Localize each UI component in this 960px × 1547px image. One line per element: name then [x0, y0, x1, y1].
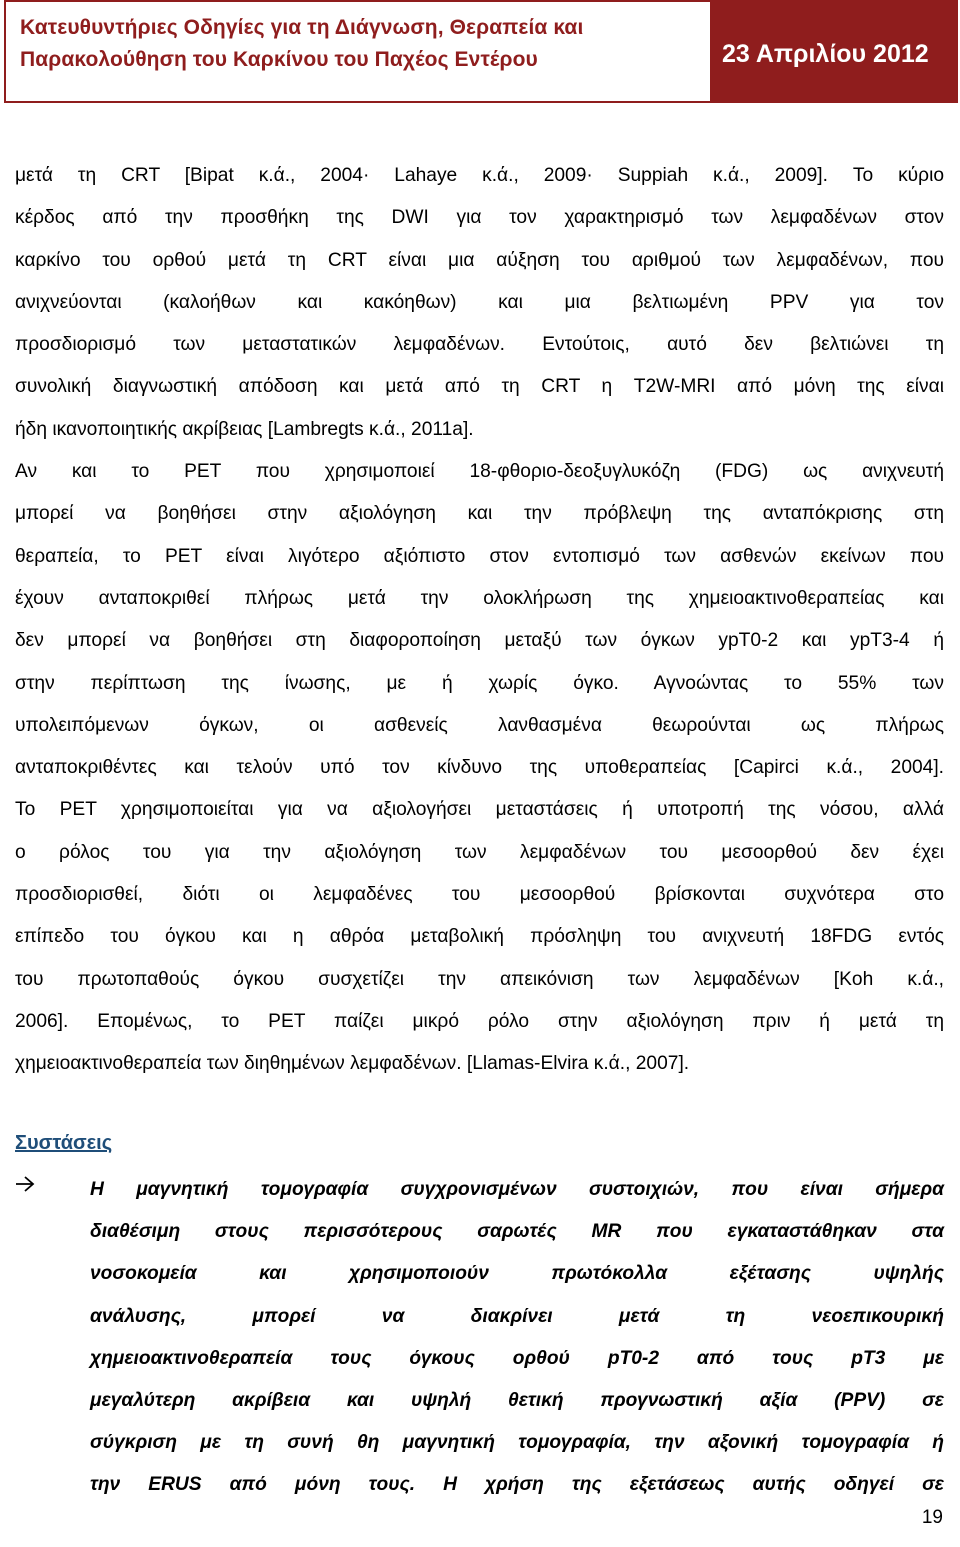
header-title-line-2: Παρακολούθηση του Καρκίνου του Παχέος Εντέρου [20, 48, 538, 71]
text-line: έχουν ανταποκριθεί πλήρως μετά την ολοκλήρωση της χημειοακτινοθεραπείας και [15, 587, 944, 609]
text-line: μπορεί να βοηθήσει στην αξιολόγηση και την πρόβλεψη της ανταπόκρισης στη [15, 503, 944, 525]
text-line: προσδιορισμό των μεταστατικών λεμφαδένων. Εντούτοις, αυτό δεν βελτιώνει τη [15, 334, 944, 356]
text-line: Η μαγνητική τομογραφία συγχρονισμένων συστοιχιών, που είναι σήμερα [90, 1179, 944, 1200]
page-header [4, 0, 958, 103]
text-line: συνολική διαγνωστική απόδοση και μετά από τη CRT η T2W-MRI από μόνη της είναι [15, 376, 944, 398]
text-line: μεγαλύτερη ακρίβεια και υψηλή θετική προγνωστική αξία (PPV) σε [90, 1390, 944, 1412]
text-line: σύγκριση με τη συνή θη μαγνητική τομογραφία, την αξονική τομογραφία ή [90, 1432, 944, 1454]
text-line: ανταποκριθέντες και τελούν υπό τον κίνδυνο της υποθεραπείας [Capirci κ.ά., 2004]. [15, 757, 944, 779]
text-line: ήδη ικανοποιητικής ακρίβειας [Lambregts κ.ά., 2011a]. [15, 418, 474, 440]
text-line: 2006]. Επομένως, το PET παίζει μικρό ρόλο στην αξιολόγηση πριν ή μετά τη [15, 1010, 944, 1032]
text-line: καρκίνο του ορθού μετά τη CRT είναι μια αύξηση του αριθμού των λεμφαδένων, που [15, 249, 944, 271]
paragraph-2 [15, 451, 944, 1085]
body-text [15, 155, 944, 1086]
page-number: 19 [921, 1507, 943, 1528]
paragraph-1 [15, 155, 944, 451]
text-line: του πρωτοπαθούς όγκου συσχετίζει την απεικόνιση των λεμφαδένων [Koh κ.ά., [15, 968, 944, 990]
text-line: μετά τη CRT [Bipat κ.ά., 2004· Lahaye κ.ά., 2009· Suppiah κ.ά., 2009]. Το κύριο [15, 165, 944, 186]
text-line: δεν μπορεί να βοηθήσει στη διαφοροποίηση μεταξύ των όγκων ypT0-2 και ypT3-4 ή [15, 630, 944, 652]
text-line: επίπεδο του όγκου και η αθρόα μεταβολική πρόσληψη του ανιχνευτή 18FDG εντός [15, 926, 944, 948]
recommendation-text [90, 1169, 944, 1507]
header-title-box [4, 0, 710, 103]
section-title-recommendations: Συστάσεις [15, 1132, 113, 1154]
text-line: νοσοκομεία και χρησιμοποιούν πρωτόκολλα εξέτασης υψηλής [90, 1263, 944, 1285]
text-line: στην περίπτωση της ίνωσης, με ή χωρίς όγκο. Αγνοώντας το 55% των [15, 672, 944, 694]
text-line: κέρδος από την προσθήκη της DWI για τον χαρακτηρισμό των λεμφαδένων στον [15, 207, 944, 229]
right-arrow-icon [15, 1175, 35, 1193]
text-line: διαθέσιμη στους περισσότερους σαρωτές MR που εγκαταστάθηκαν στα [90, 1221, 944, 1243]
text-line: χημειοακτινοθεραπεία των διηθημένων λεμφαδένων. [Llamas-Elvira κ.ά., 2007]. [15, 1053, 690, 1075]
text-line: Το PET χρησιμοποιείται για να αξιολογήσει μεταστάσεις ή υποτροπή της νόσου, αλλά [15, 799, 944, 821]
text-line: χημειοακτινοθεραπεία τους όγκους ορθού pT0-2 από τους pT3 με [90, 1347, 944, 1369]
text-line: την ERUS από μόνη τους. Η χρήση της εξετάσεως αυτής οδηγεί σε [90, 1474, 944, 1496]
text-line: προσδιορισθεί, διότι οι λεμφαδένες του μεσοορθού βρίσκονται συχνότερα στο [15, 884, 944, 906]
text-line: ανιχνεύονται (καλοήθων και κακόηθων) και μια βελτιωμένη PPV για τον [15, 291, 944, 313]
header-date-box [710, 0, 958, 103]
header-title-line-1: Κατευθυντήριες Οδηγίες για τη Διάγνωση, Θεραπεία και [20, 16, 584, 39]
text-line: ανάλυσης, μπορεί να διακρίνει μετά τη νεοεπικουρική [90, 1305, 944, 1327]
text-line: θεραπεία, το PET είναι λιγότερο αξιόπιστο στον εντοπισμό των ασθενών εκείνων που [15, 545, 944, 567]
text-line: ο ρόλος του για την αξιολόγηση των λεμφαδένων του μεσοορθού δεν έχει [15, 841, 944, 863]
text-line: Αν και το PET που χρησιμοποιεί 18-φθοριο-δεοξυγλυκόζη (FDG) ως ανιχνευτή [15, 461, 944, 483]
text-line: υπολειπόμενων όγκων, οι ασθενείς λανθασμένα θεωρούνται ως πλήρως [15, 714, 944, 736]
header-date: 23 Απριλίου 2012 [722, 40, 929, 68]
